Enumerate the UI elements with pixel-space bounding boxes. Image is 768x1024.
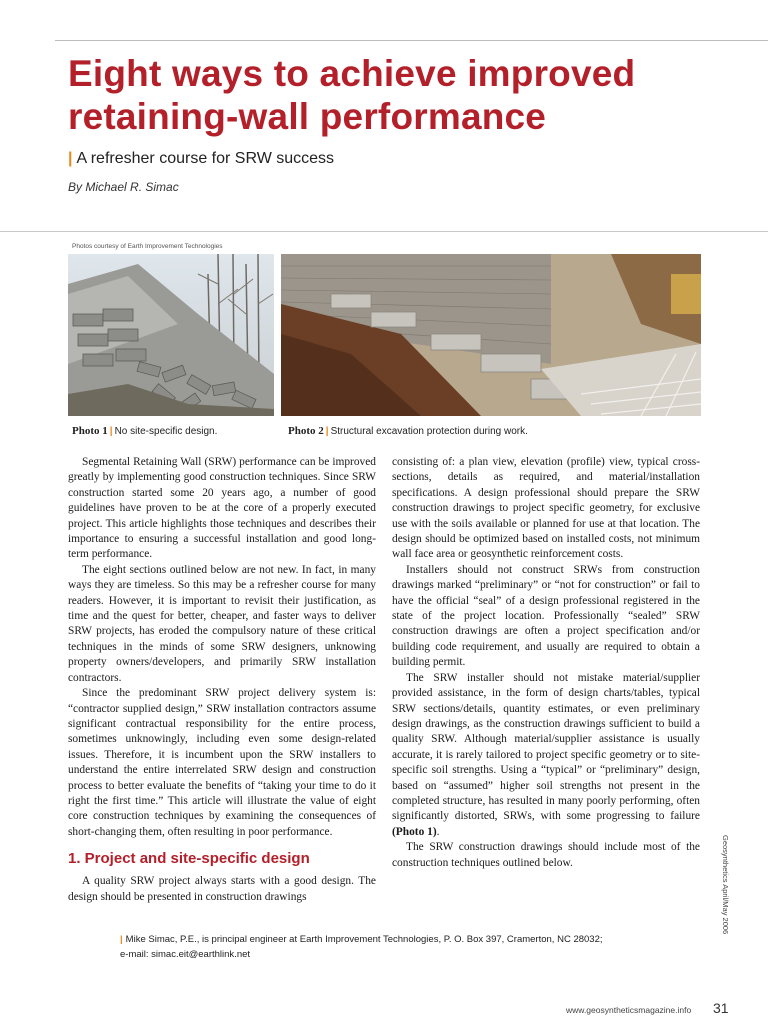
caption-bar-1: | — [109, 426, 113, 437]
byline: By Michael R. Simac — [68, 180, 179, 194]
body-paragraph — [392, 671, 700, 840]
subtitle-text: A refresher course for SRW success — [76, 150, 335, 167]
body-paragraph: Since the predominant SRW project delivery system is: “contractor supplied design,” SRW installation contractors assume significant contractual responsibility for the entire process, sometimes unknowingly, including even some design-related issues. Therefore, it is incumbent upon the SRW installers to understand the entire interrelated SRW design and construction process to better evaluate the benefits of “taking your time to do it right the first time.” This article will illustrate the value of eight core construction techniques by examining the consequences of short-changing them, often resulting in poor performance. — [68, 687, 376, 838]
photo-1-label: Photo 1 — [72, 425, 108, 437]
article-title: Eight ways to achieve improved retaining-wall performance — [68, 53, 636, 137]
body-paragraph: consisting of: a plan view, elevation (profile) view, typical cross-sections, details as required, and material/installation specifications. A design professional should prepare the SRW construction drawings to project specific geometry, for exclusive use with the soils available or planned for use at that location. The design should be optimized based on installed costs, not minimum wall face area or geosynthetic reinforcement costs. — [392, 456, 700, 561]
website-url[interactable]: www.geosyntheticsmagazine.info — [566, 1005, 692, 1015]
body-paragraph: The SRW construction drawings should include most of the construction techniques outlined below. — [392, 841, 700, 869]
accent-bar: | — [68, 150, 73, 167]
body-column-left — [68, 455, 376, 905]
photo-1-caption — [72, 425, 217, 437]
body-paragraph: A quality SRW project always starts with a good design. The design should be presented in construction drawings — [68, 875, 376, 903]
body-paragraph: Installers should not construct SRWs from construction drawings marked “preliminary” or “not for construction” or fail to have the official “seal” of a design professional registered in the state of the project location. Professionally “sealed” SRW construction drawings are often a project specification and/or building code requirement, and usually are required to obtain a building permit. — [392, 563, 700, 669]
page-number: 31 — [713, 1000, 729, 1016]
author-email: e-mail: simac.eit@earthlink.net — [120, 949, 251, 960]
author-note-line1: Mike Simac, P.E., is principal engineer at Earth Improvement Technologies, P. O. Box 397, Cramerton, NC 28032; — [125, 934, 603, 945]
photo-2-caption-text: Structural excavation protection during work. — [330, 426, 528, 437]
photo-1-image — [68, 254, 274, 416]
footnote-bar: | — [120, 934, 123, 945]
photo-1-caption-text: No site-specific design. — [114, 426, 218, 437]
photo-2-caption — [288, 425, 528, 437]
photo-2-label: Photo 2 — [288, 425, 324, 437]
section-heading: 1. Project and site-specific design — [68, 850, 310, 868]
author-note — [120, 932, 700, 962]
caption-bar-2: | — [325, 426, 329, 437]
photo-reference: (Photo 1) — [392, 825, 437, 838]
body-text-end: . — [436, 825, 440, 838]
magazine-issue-sidebar: Geosynthetics April/May 2006 — [721, 835, 730, 935]
article-subtitle — [68, 150, 334, 168]
body-column-right — [392, 455, 700, 871]
body-paragraph: Segmental Retaining Wall (SRW) performance can be improved greatly by implementing good construction techniques. Since SRW construction started some 20 years ago, a number of good guidelines have proven to be at the core of a properly executed project. This article highlights those techniques and describes their importance to ensuring a successful installation and good long-term performance. — [68, 456, 376, 561]
body-paragraph: The eight sections outlined below are not new. In fact, in many ways they are timeless. So this may be a refresher course for many readers. However, it is important to revisit their justification, as time and the quest for better, cheaper, and faster ways to deliver SRW projects, has eroded the compulsory nature of these critical techniques in the minds of some SRW designers, unknowing property owners/developers, and primarily SRW installation contractors. — [68, 563, 376, 684]
body-text: The SRW installer should not mistake material/supplier provided assistance, in the form of design charts/tables, typical SRW sections/details, quantity estimates, or even preliminary design drawings, as the construction drawings sufficient to build a quality SRW. Although material/supplier assistance is usually accurate, it is rarely tailored to project specific geometry or to site-specific soil strengths. Using a “typical” or “preliminary” design, based on “assumed” higher soil strengths not present in the completed structure, has resulted in many poorly performing, often significantly distorted, SRWs, with some progressing to failure — [392, 671, 700, 823]
top-rule — [55, 40, 768, 41]
photo-credit: Photos courtesy of Earth Improvement Technologies — [72, 243, 223, 250]
section-rule — [0, 231, 768, 232]
photo-2-image — [281, 254, 701, 416]
